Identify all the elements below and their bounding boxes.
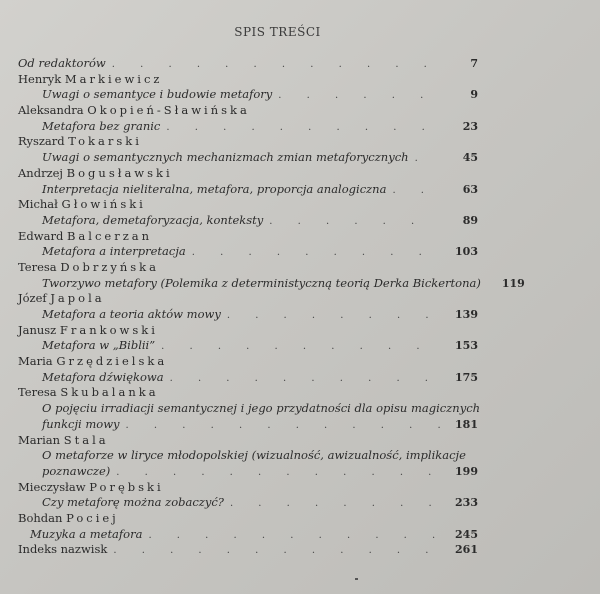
page-number: 119 [501,276,525,290]
author-name [0,354,600,370]
author-first-name: Marian [18,432,61,447]
author-first-name: Aleksandra [18,103,84,118]
page-title: SPIS TREŚCI [234,25,321,39]
toc-entry [0,87,478,103]
toc-entry [0,275,525,292]
dot-leader [161,339,440,355]
entry-title: Metafora dźwiękowa [42,369,164,384]
dot-leader [148,528,440,544]
author-name [0,511,600,527]
page-number: 45 [462,151,478,165]
author-name [0,385,600,401]
dot-leader [269,214,440,230]
dot-leader [126,418,440,434]
toc-entry [0,182,478,198]
page-number: 245 [455,527,478,541]
author-name [0,291,600,307]
dot-leader [415,151,440,167]
toc-entry [0,417,478,433]
page-number: 103 [455,245,478,259]
author-first-name: Teresa [18,259,57,274]
toc-entry [0,150,478,166]
author-surname: Skubalanka [60,385,159,400]
entry-title: Interpretacja nieliteralna, metafora, proporcja analogiczna [42,181,387,196]
author-name [0,72,600,88]
page-number: 63 [462,182,478,196]
toc-entry [0,307,478,323]
toc-entry [0,464,478,480]
author-name [0,323,600,339]
toc-entry [0,213,478,229]
toc-entry [0,495,478,511]
page-number: 175 [455,370,478,384]
toc-entry [0,370,478,386]
entry-title: poznawcze) [42,463,111,478]
dot-leader [166,120,440,136]
author-surname: Bogusławski [66,165,173,180]
page-number: 233 [455,496,478,510]
entry-title: O metaforze w liryce młodopolskiej (wizualność, awizualność, implikacje [42,448,466,463]
page-number: 9 [470,88,478,102]
page-number: 199 [455,464,478,478]
entry-title: Uwagi o semantyce i budowie metafory [42,87,273,102]
toc-entry [0,448,478,464]
author-first-name: Ryszard [18,134,65,149]
author-first-name: Mieczysław [18,479,86,494]
author-first-name: Teresa [18,385,57,400]
author-surname: Głowiński [61,197,146,212]
author-surname: Japola [50,291,105,306]
page-mark [355,578,358,580]
author-name [0,260,600,276]
toc-entry [0,56,478,72]
author-first-name: Michał [18,197,58,212]
toc-entry [0,401,481,417]
author-surname: Porębski [89,479,164,494]
author-first-name: Henryk [18,71,62,86]
toc-entry [0,542,478,558]
entry-title: Indeks nazwisk [18,542,108,557]
entry-title: Uwagi o semantycznych mechanizmach zmian metaforycznych [42,150,409,165]
dot-leader [230,496,440,512]
author-first-name: Janusz [18,322,57,337]
author-surname: Grzędzielska [56,354,168,369]
author-name [0,103,600,119]
author-surname: Balcerzan [66,228,153,243]
author-surname: Stala [63,432,109,447]
toc-entry [0,244,478,260]
page-number: 153 [455,339,478,353]
entry-title: Metafora a teoria aktów mowy [42,307,221,321]
entry-title: Metafora bez granic [42,118,161,133]
toc-entry [0,527,478,543]
author-name [0,134,600,150]
toc-entry [0,338,478,354]
entry-title: Metafora a interpretacja [42,244,186,259]
author-name [0,480,600,496]
entry-title: O pojęciu irradiacji semantycznej i jego przydatności dla opisu magicznych [42,401,481,416]
page-number: 139 [455,308,478,321]
dot-leader [113,543,440,559]
author-first-name: Bohdan [18,510,63,525]
entry-title: Metafora w „Biblii” [42,338,156,353]
page-number: 7 [470,57,478,70]
dot-leader [112,57,440,73]
page-number: 89 [462,213,478,227]
author-surname: Okopień-Sławińska [87,103,250,118]
toc-entry [0,119,478,135]
author-surname: Frankowski [59,322,158,337]
author-first-name: Andrzej [18,165,64,180]
author-first-name: Maria [18,354,53,369]
entry-title: Tworzywo metafory (Polemika z deterministyczną teorią Derka Bickertona) [42,275,481,290]
author-name [0,166,600,182]
author-first-name: Józef [18,291,47,306]
author-name [0,197,600,213]
dot-leader [170,371,440,387]
author-name [0,433,600,449]
entry-title: Muzyka a metafora [30,526,143,541]
page-number: 23 [462,119,478,133]
dot-leader [227,308,440,324]
author-surname: Markiewicz [64,71,163,86]
entry-title: Czy metaforę można zobaczyć? [42,495,224,510]
entry-title: Od redaktorów [18,56,106,70]
dot-leader [116,465,440,481]
table-of-contents [0,56,600,558]
entry-title: Metafora, demetaforyzacja, konteksty [42,212,264,227]
author-surname: Pociej [66,510,119,525]
dot-leader [192,245,440,261]
page-number: 181 [455,417,478,431]
dot-leader [392,183,440,199]
entry-title: funkcji mowy [42,416,120,431]
page-number: 261 [455,543,478,557]
author-first-name: Edward [18,228,64,243]
author-surname: Dobrzyńska [60,259,160,274]
dot-leader [278,88,440,104]
author-surname: Tokarski [68,134,142,149]
author-name [0,229,600,245]
